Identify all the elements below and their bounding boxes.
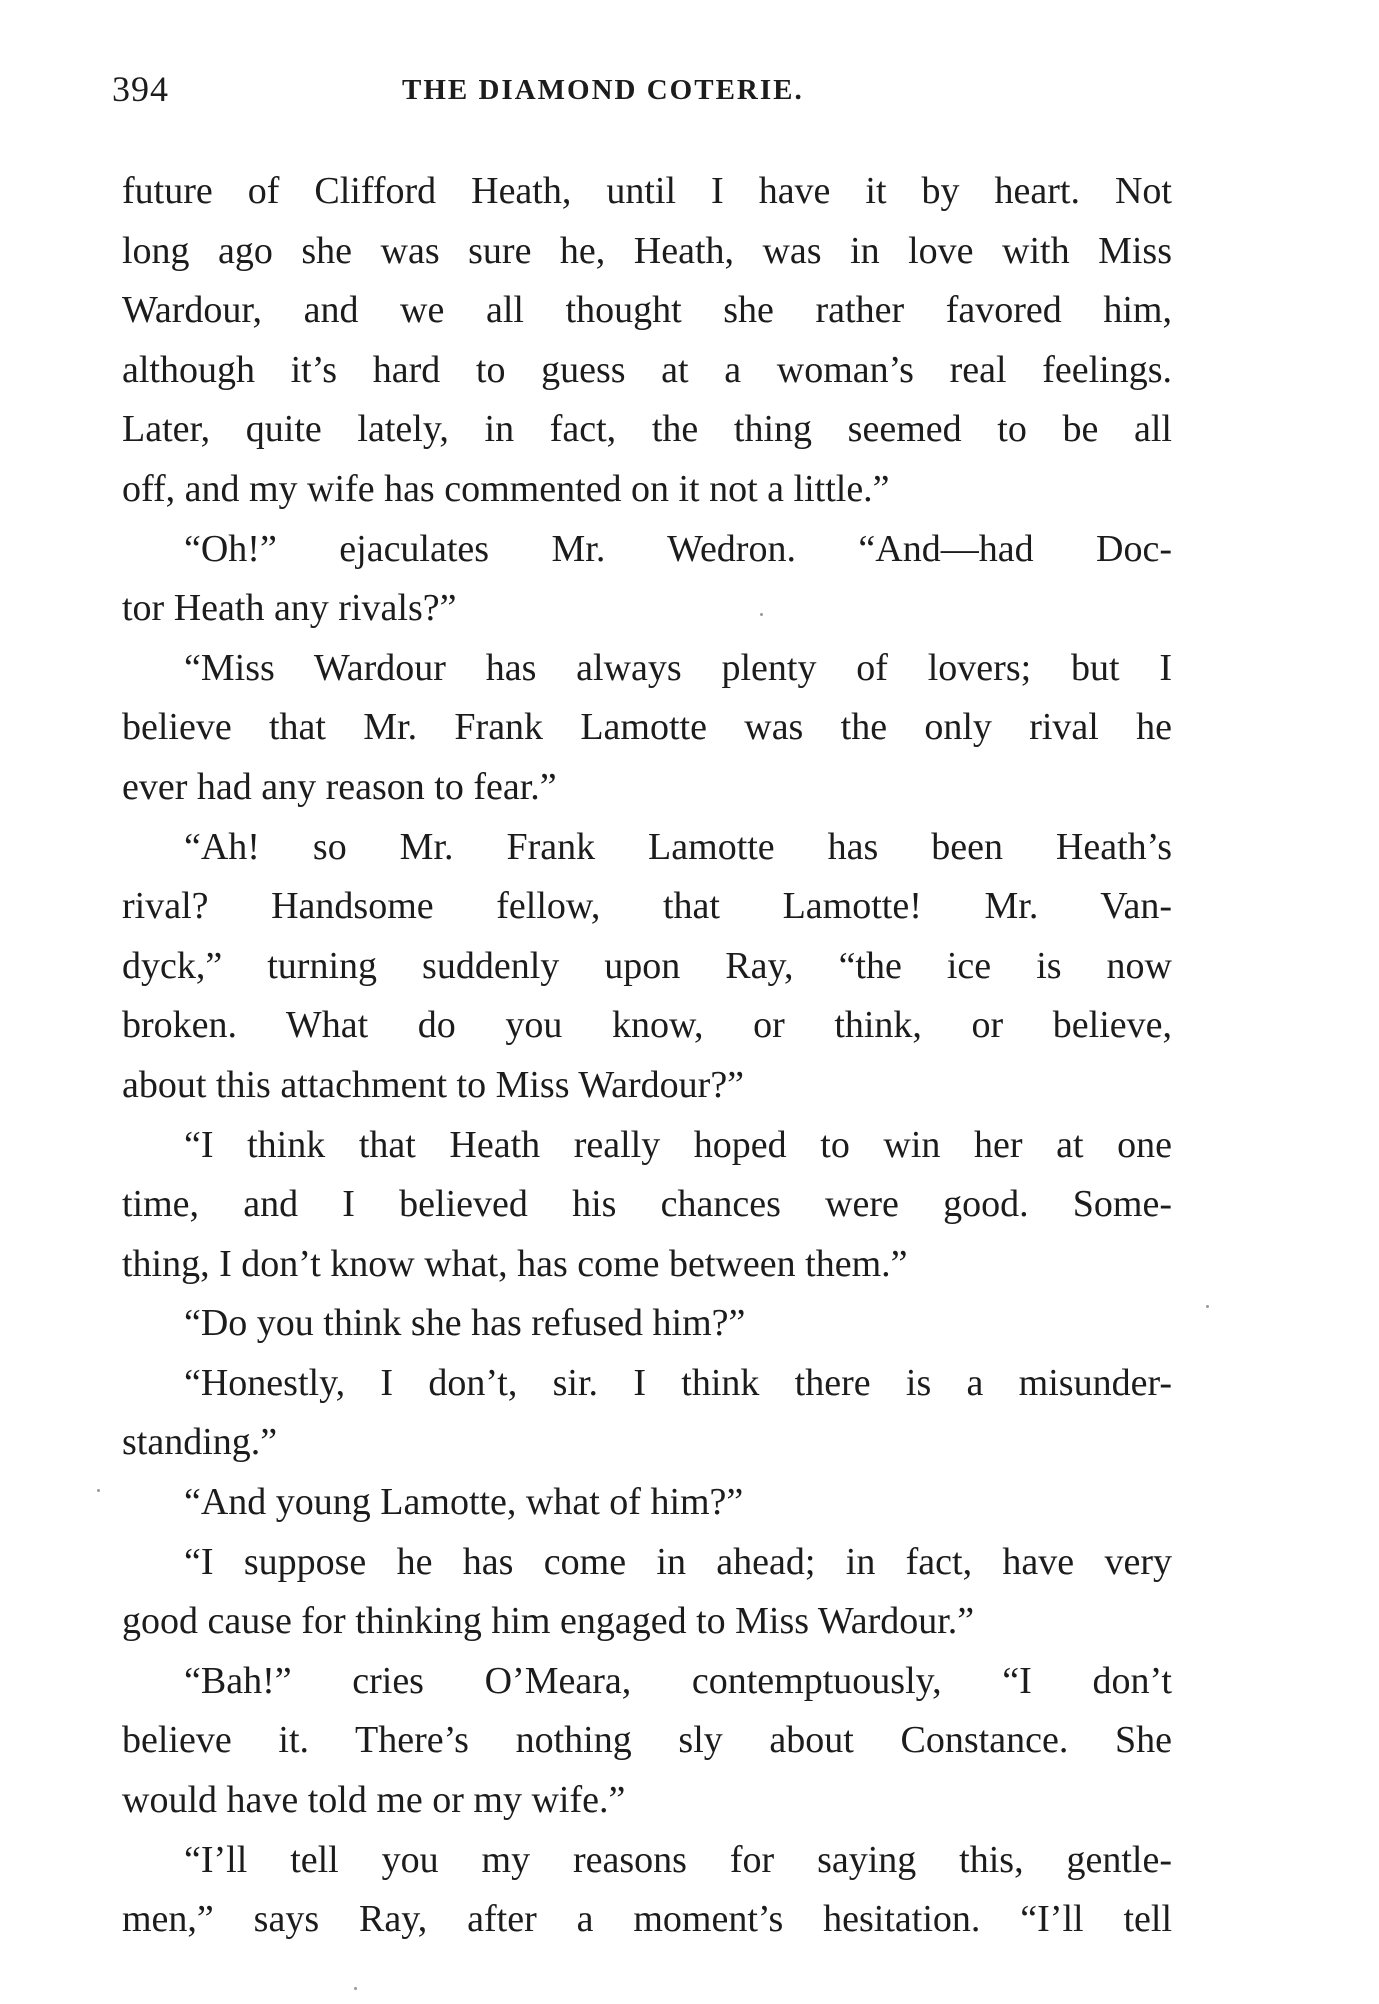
paper-speck <box>1206 1305 1209 1308</box>
text-line: “I’ll tell you my reasons for saying this, gentle- <box>184 1838 1172 1881</box>
body-text <box>122 162 1172 1950</box>
text-line: men,” says Ray, after a moment’s hesitation. “I’ll tell <box>122 1898 1172 1941</box>
text-line: ever had any reason to fear.” <box>122 765 557 808</box>
text-line: good cause for thinking him engaged to Miss Wardour.” <box>122 1600 975 1643</box>
paper-speck <box>97 1489 100 1492</box>
text-line: “Honestly, I don’t, sir. I think there is a misunder- <box>184 1361 1172 1404</box>
paper-speck <box>760 613 763 616</box>
text-line: future of Clifford Heath, until I have it by heart. Not <box>122 170 1172 212</box>
text-line: broken. What do you know, or think, or believe, <box>122 1004 1172 1047</box>
text-line: Wardour, and we all thought she rather favored him, <box>122 289 1172 332</box>
text-line: thing, I don’t know what, has come between them.” <box>122 1242 908 1285</box>
text-line: rival? Handsome fellow, that Lamotte! Mr. Van- <box>122 885 1172 928</box>
text-line: “I suppose he has come in ahead; in fact, have very <box>184 1540 1172 1583</box>
text-line: long ago she was sure he, Heath, was in love with Miss <box>122 229 1172 272</box>
text-line: time, and I believed his chances were good. Some- <box>122 1183 1172 1226</box>
text-line: “Bah!” cries O’Meara, contemptuously, “I don’t <box>184 1659 1172 1702</box>
text-line: “Miss Wardour has always plenty of lovers; but I <box>184 646 1172 689</box>
text-line: dyck,” turning suddenly upon Ray, “the ice is now <box>122 944 1172 987</box>
page-number: 394 <box>112 69 169 109</box>
text-line: “Oh!” ejaculates Mr. Wedron. “And—had Doc- <box>184 527 1172 570</box>
text-line: Later, quite lately, in fact, the thing seemed to be all <box>122 408 1172 451</box>
text-line: off, and my wife has commented on it not a little.” <box>122 467 890 510</box>
text-line: although it’s hard to guess at a woman’s real feelings. <box>122 348 1172 391</box>
text-line: about this attachment to Miss Wardour?” <box>122 1063 745 1106</box>
text-line: “Ah! so Mr. Frank Lamotte has been Heath’s <box>184 825 1172 868</box>
running-head <box>112 68 1172 118</box>
text-line: “Do you think she has refused him?” <box>184 1302 746 1345</box>
text-line: believe that Mr. Frank Lamotte was the only rival he <box>122 706 1172 749</box>
text-line: would have told me or my wife.” <box>122 1779 626 1822</box>
text-line: believe it. There’s nothing sly about Constance. She <box>122 1719 1172 1762</box>
text-line: tor Heath any rivals?” <box>122 587 457 630</box>
text-line: “And young Lamotte, what of him?” <box>184 1481 744 1524</box>
running-title: THE DIAMOND COTERIE. <box>402 74 804 106</box>
text-line: “I think that Heath really hoped to win her at one <box>184 1123 1172 1166</box>
paper-speck <box>354 1987 357 1990</box>
text-line: standing.” <box>122 1421 278 1464</box>
